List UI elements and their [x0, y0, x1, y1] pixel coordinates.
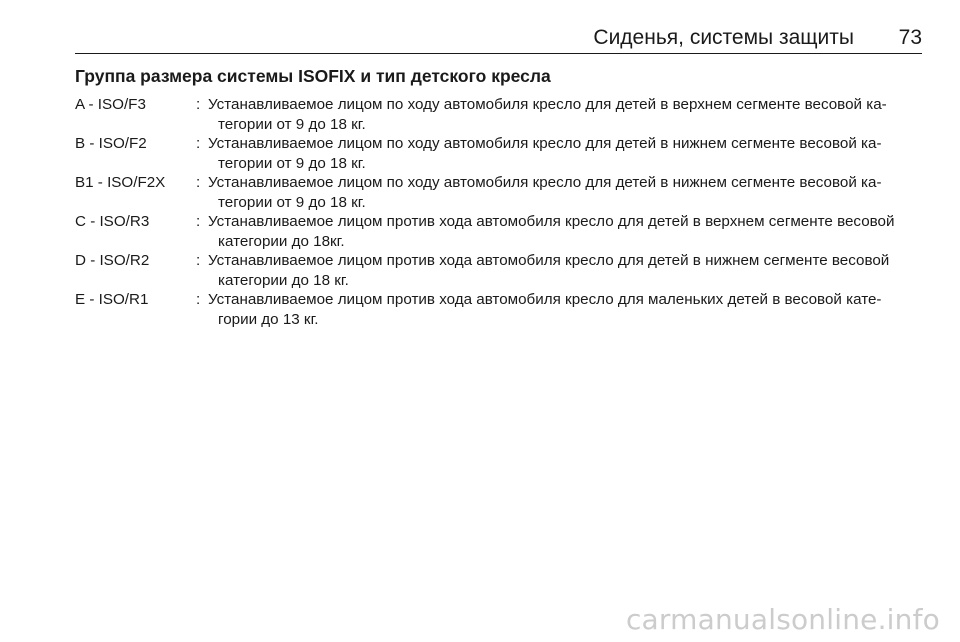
entry-separator: : — [196, 252, 201, 269]
list-item — [75, 173, 942, 212]
entry-code: B - ISO/F2 — [75, 135, 147, 152]
entry-separator: : — [196, 213, 201, 230]
entry-separator: : — [196, 135, 201, 152]
entry-description-line: тегории от 9 до 18 кг. — [218, 154, 366, 172]
isofix-entry-list — [75, 95, 942, 329]
entry-code: E - ISO/R1 — [75, 291, 149, 308]
entry-description — [208, 290, 942, 329]
list-item — [75, 290, 942, 329]
entry-description-line: Устанавливаемое лицом по ходу автомобиля кресло для детей в нижнем сегменте весовой ка- — [208, 135, 882, 152]
entry-description-line: Устанавливаемое лицом по ходу автомобиля кресло для детей в верхнем сегменте весовой ка- — [208, 96, 887, 113]
entry-code: A - ISO/F3 — [75, 96, 146, 113]
entry-description — [208, 95, 942, 134]
entry-separator: : — [196, 174, 201, 191]
list-item — [75, 251, 942, 290]
page-number: 73 — [898, 26, 922, 49]
entry-code: D - ISO/R2 — [75, 252, 150, 269]
entry-description-line: Устанавливаемое лицом против хода автомобиля кресло для детей в верхнем сегменте весовой — [208, 213, 895, 230]
entry-separator: : — [196, 291, 201, 308]
list-item — [75, 134, 942, 173]
entry-description — [208, 212, 942, 251]
entry-description-line: тегории от 9 до 18 кг. — [218, 115, 366, 133]
section-title: Группа размера системы ISOFIX и тип детского кресла — [75, 66, 551, 86]
entry-code: C - ISO/R3 — [75, 213, 150, 230]
entry-description-line: тегории от 9 до 18 кг. — [218, 193, 366, 211]
entry-description — [208, 134, 942, 173]
page-header — [75, 25, 922, 54]
list-item — [75, 95, 942, 134]
entry-description-line: гории до 13 кг. — [218, 310, 319, 328]
entry-separator: : — [196, 96, 201, 113]
entry-description-line: Устанавливаемое лицом по ходу автомобиля кресло для детей в нижнем сегменте весовой ка- — [208, 174, 882, 191]
entry-code: B1 - ISO/F2X — [75, 174, 166, 191]
entry-description-line: категории до 18 кг. — [218, 271, 349, 289]
list-item — [75, 212, 942, 251]
entry-description-line: Устанавливаемое лицом против хода автомобиля кресло для маленьких детей в весовой кате- — [208, 291, 882, 308]
entry-description-line: Устанавливаемое лицом против хода автомобиля кресло для детей в нижнем сегменте весовой — [208, 252, 890, 269]
entry-description — [208, 173, 942, 212]
entry-description — [208, 251, 942, 290]
page-header-title: Сиденья, системы защиты — [593, 26, 854, 49]
watermark: carmanualsonline.info — [625, 603, 940, 636]
entry-description-line: категории до 18кг. — [218, 232, 345, 250]
